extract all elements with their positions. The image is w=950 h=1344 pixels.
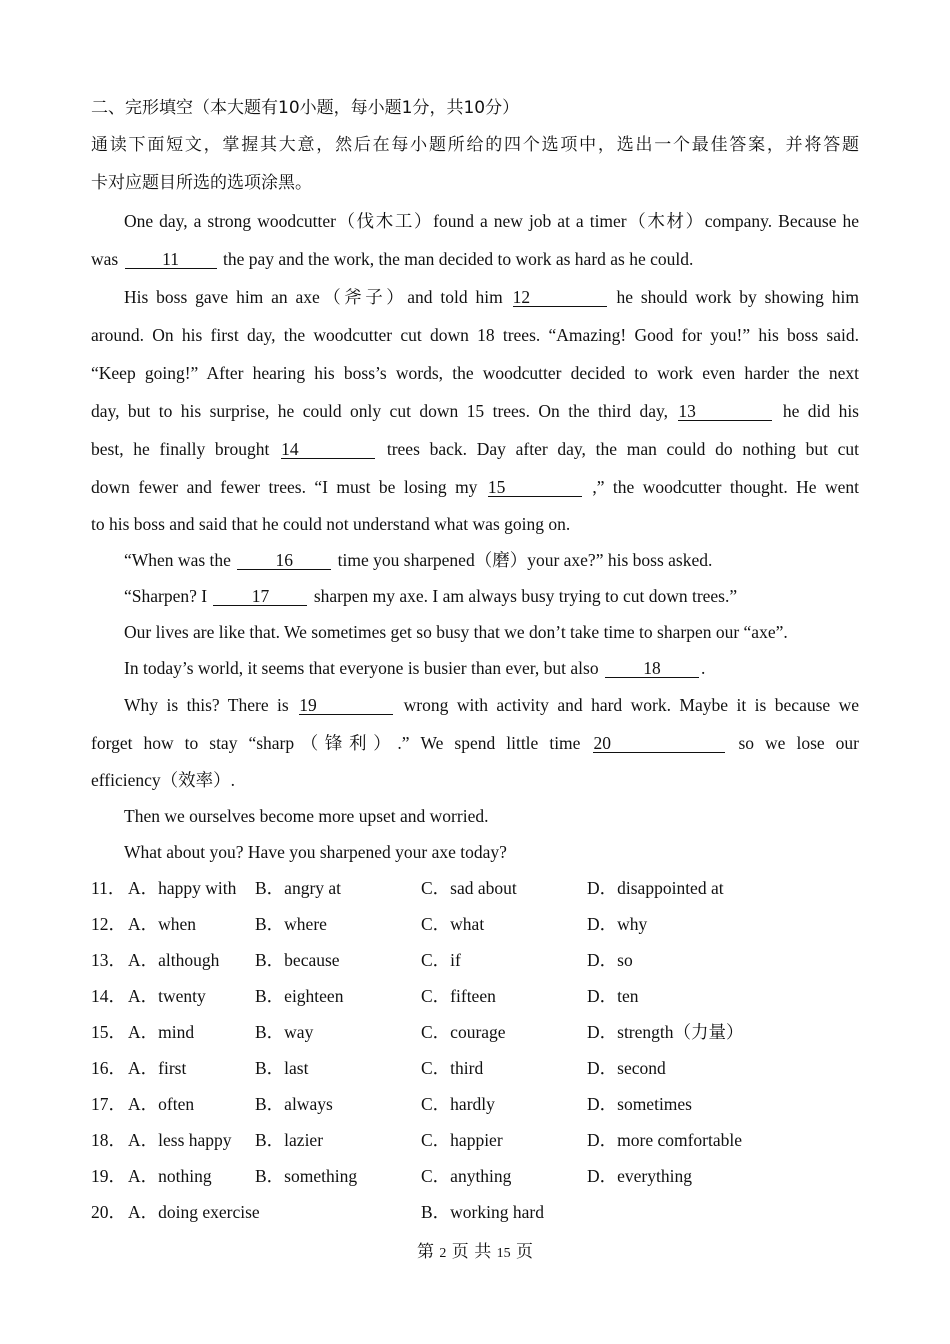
option-b[interactable]: B．where xyxy=(255,914,327,934)
current-page: 2 xyxy=(439,1246,447,1261)
question-number: 14． xyxy=(91,986,126,1006)
option-a[interactable]: A．doing exercise xyxy=(128,1202,260,1222)
question-row xyxy=(91,906,859,942)
option-d[interactable]: D．more comfortable xyxy=(587,1130,743,1150)
option-c[interactable]: C．what xyxy=(421,914,485,934)
option-d[interactable]: D．everything xyxy=(587,1166,692,1186)
option-d[interactable]: D．why xyxy=(587,914,648,934)
passage-line: His boss gave him an axe（斧子）and told him 12 he should work by showing him xyxy=(124,287,860,307)
question-number: 11． xyxy=(91,878,126,898)
passage-line: In today’s world, it seems that everyone is busier than ever, but also 18 . xyxy=(124,658,706,678)
option-c[interactable]: C．if xyxy=(421,950,461,970)
option-a[interactable]: A．often xyxy=(128,1094,195,1114)
option-c[interactable]: C．sad about xyxy=(421,878,517,898)
option-d[interactable]: D．disappointed at xyxy=(587,878,724,898)
option-a[interactable]: A．twenty xyxy=(128,986,206,1006)
blank-16: 16 xyxy=(237,551,331,570)
option-a[interactable]: A．nothing xyxy=(128,1166,212,1186)
option-b[interactable]: B．something xyxy=(255,1166,358,1186)
option-a[interactable]: A．first xyxy=(128,1058,187,1078)
blank-13: 13 xyxy=(678,402,772,421)
question-row xyxy=(91,1122,859,1158)
passage-line: was 11 the pay and the work, the man decided to work as hard as he could. xyxy=(91,249,694,269)
question-row xyxy=(91,1014,859,1050)
option-b[interactable]: B．always xyxy=(255,1094,333,1114)
passage-line: “Sharpen? I 17 sharpen my axe. I am always busy trying to cut down trees.” xyxy=(124,586,738,606)
question-options xyxy=(91,870,859,1230)
question-number: 17． xyxy=(91,1094,126,1114)
option-d[interactable]: D．sometimes xyxy=(587,1094,692,1114)
total-pages: 15 xyxy=(496,1246,511,1261)
exam-page xyxy=(91,90,859,1230)
option-b[interactable]: B．because xyxy=(255,950,340,970)
passage-line: Why is this? There is 19 wrong with activity and hard work. Maybe it is because we xyxy=(124,695,860,715)
passage-line: “Keep going!” After hearing his boss’s words, the woodcutter decided to work even harder the next xyxy=(91,363,859,383)
question-number: 19． xyxy=(91,1166,126,1186)
option-d[interactable]: D．ten xyxy=(587,986,639,1006)
blank-11: 11 xyxy=(125,250,217,269)
passage-line: best, he finally brought 14 trees back. Day after day, the man could do nothing but cut xyxy=(91,439,860,459)
instruction-line-1: 通读下面短文，掌握其大意，然后在每小题所给的四个选项中，选出一个最佳答案，并将答题 xyxy=(91,135,859,155)
passage-line: efficiency（效率）. xyxy=(91,770,236,790)
passage-line: What about you? Have you sharpened your axe today? xyxy=(124,842,507,862)
blank-19: 19 xyxy=(299,696,393,715)
option-d[interactable]: D．second xyxy=(587,1058,666,1078)
passage-line: “When was the 16 time you sharpened（磨）your axe?” his boss asked. xyxy=(124,550,713,570)
option-c[interactable]: C．anything xyxy=(421,1166,512,1186)
option-c[interactable]: C．happier xyxy=(421,1130,503,1150)
passage-line: day, but to his surprise, he could only cut down 15 trees. On the third day, 13 he did his xyxy=(91,401,859,421)
option-d[interactable]: D．strength（力量） xyxy=(587,1022,744,1042)
blank-17: 17 xyxy=(213,587,307,606)
blank-18: 18 xyxy=(605,659,699,678)
option-a[interactable]: A．less happy xyxy=(128,1130,232,1150)
question-row xyxy=(91,1158,859,1194)
option-a[interactable]: A．mind xyxy=(128,1022,195,1042)
option-b[interactable]: B．lazier xyxy=(255,1130,324,1150)
option-b[interactable]: B．angry at xyxy=(255,878,342,898)
page-footer xyxy=(0,1237,950,1269)
passage-line: Then we ourselves become more upset and worried. xyxy=(124,806,489,826)
footer-text: 第 xyxy=(416,1242,434,1262)
option-b[interactable]: B．eighteen xyxy=(255,986,344,1006)
blank-15: 15 xyxy=(488,478,582,497)
footer-text: 页 xyxy=(516,1242,534,1262)
question-number: 15． xyxy=(91,1022,126,1042)
section-title: 二、完形填空（本大题有10小题，每小题1分，共10分） xyxy=(91,98,520,118)
question-row xyxy=(91,870,859,906)
footer-text: 页 共 xyxy=(451,1242,492,1262)
passage-line: Our lives are like that. We sometimes get so busy that we don’t take time to sharpen our “axe”. xyxy=(124,622,788,642)
question-row xyxy=(91,1194,859,1230)
blank-14: 14 xyxy=(281,440,375,459)
instruction-line-2: 卡对应题目所选的选项涂黑。 xyxy=(91,173,312,193)
question-number: 16． xyxy=(91,1058,126,1078)
question-number: 12． xyxy=(91,914,126,934)
question-number: 18． xyxy=(91,1130,126,1150)
passage-line: to his boss and said that he could not understand what was going on. xyxy=(91,514,571,534)
question-row xyxy=(91,942,859,978)
blank-20: 20 xyxy=(593,734,725,753)
option-b[interactable]: B．last xyxy=(255,1058,309,1078)
question-row xyxy=(91,1050,859,1086)
option-b[interactable]: B．way xyxy=(255,1022,314,1042)
question-number: 20． xyxy=(91,1202,126,1222)
option-c[interactable]: C．third xyxy=(421,1058,484,1078)
option-a[interactable]: A．happy with xyxy=(128,878,237,898)
option-d[interactable]: D．so xyxy=(587,950,633,970)
option-c[interactable]: C．courage xyxy=(421,1022,506,1042)
question-number: 13． xyxy=(91,950,126,970)
passage-line: One day, a strong woodcutter（伐木工）found a new job at a timer（木材）company. Because he xyxy=(124,211,859,231)
blank-12: 12 xyxy=(513,288,607,307)
question-row xyxy=(91,978,859,1014)
option-b[interactable]: B．working hard xyxy=(421,1202,544,1222)
option-c[interactable]: C．hardly xyxy=(421,1094,495,1114)
passage-line: down fewer and fewer trees. “I must be losing my 15 ,” the woodcutter thought. He went xyxy=(91,477,860,497)
option-c[interactable]: C．fifteen xyxy=(421,986,496,1006)
passage-line: around. On his first day, the woodcutter cut down 18 trees. “Amazing! Good for you!” his boss said. xyxy=(91,325,859,345)
passage-line: forget how to stay “sharp（锋利）.” We spend little time 20 so we lose our xyxy=(91,733,859,753)
option-a[interactable]: A．when xyxy=(128,914,197,934)
question-row xyxy=(91,1086,859,1122)
option-a[interactable]: A．although xyxy=(128,950,220,970)
